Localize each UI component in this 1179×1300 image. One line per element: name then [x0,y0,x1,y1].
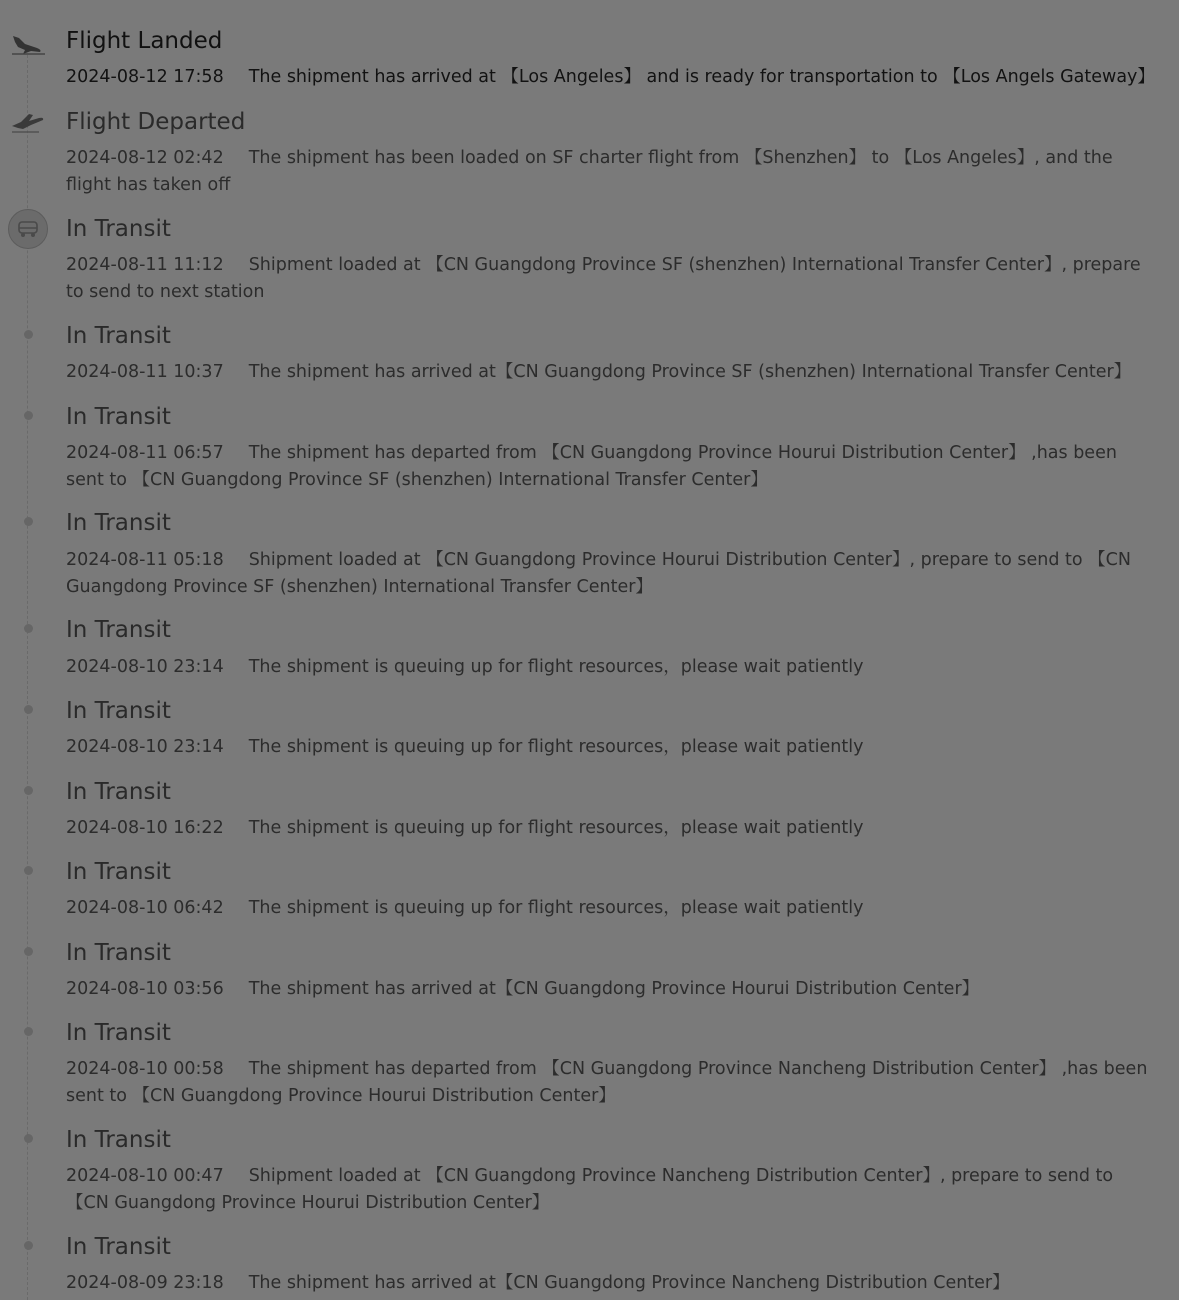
event-status: In Transit [66,1127,171,1153]
event-status: In Transit [66,216,171,242]
event-status: In Transit [66,1020,171,1046]
event-detail [66,815,1160,842]
timeline-dot-icon [0,704,56,714]
event-description: Shipment loaded at 【CN Guangdong Province Hourui Distribution Center】, prepare to send to 【CN Guangdong Province SF (shenzhen) International Transfer Center】 [66,550,1131,597]
event-detail [66,1163,1160,1216]
event-description: The shipment is queuing up for flight resources，please wait patiently [248,898,864,918]
plane-landing-icon [0,28,56,56]
event-description: The shipment has departed from 【CN Guangdong Province Hourui Distribution Center】 ,has been sent to 【CN Guangdong Province SF (shenzhen) International Transfer Center】 [66,443,1117,490]
event-time: 2024-08-11 06:57 [66,443,224,463]
event-time: 2024-08-10 03:56 [66,979,224,999]
truck-icon [0,209,56,249]
event-time: 2024-08-12 02:42 [66,148,224,168]
timeline-dot-icon [0,865,56,875]
event-description: The shipment has arrived at【CN Guangdong Province Hourui Distribution Center】 [248,979,980,999]
event-detail [66,1270,1160,1297]
timeline-dot-icon [0,410,56,420]
event-status: In Transit [66,698,171,724]
event-status: In Transit [66,510,171,536]
event-detail [66,252,1160,305]
event-description: Shipment loaded at 【CN Guangdong Province Nancheng Distribution Center】, prepare to send to 【CN Guangdong Province Hourui Distribution Center】 [66,1166,1114,1213]
event-description: The shipment has been loaded on SF charter flight from 【Shenzhen】 to 【Los Angeles】, and the flight has taken off [66,148,1113,195]
event-description: The shipment is queuing up for flight resources，please wait patiently [248,818,864,838]
event-time: 2024-08-10 23:14 [66,657,224,677]
plane-departure-icon [0,108,56,136]
event-detail [66,145,1160,198]
event-detail [66,976,1160,1003]
event-time: 2024-08-11 05:18 [66,550,224,570]
event-time: 2024-08-11 10:37 [66,362,224,382]
event-time: 2024-08-10 06:42 [66,898,224,918]
timeline-dot-icon [0,946,56,956]
event-time: 2024-08-10 23:14 [66,737,224,757]
event-detail [66,895,1160,922]
event-description: The shipment has arrived at【CN Guangdong Province Nancheng Distribution Center】 [248,1273,1010,1293]
event-time: 2024-08-10 16:22 [66,818,224,838]
timeline-dot-icon [0,1026,56,1036]
timeline-dot-icon [0,623,56,633]
event-time: 2024-08-12 17:58 [66,67,224,87]
event-description: Shipment loaded at 【CN Guangdong Province SF (shenzhen) International Transfer Center】, prepare to send to next station [66,255,1141,302]
event-description: The shipment has arrived at 【Los Angeles】 and is ready for transportation to 【Los Angels Gateway】 [248,67,1155,87]
event-detail [66,359,1160,386]
event-status: Flight Departed [66,109,246,135]
event-status: In Transit [66,779,171,805]
timeline-dot-icon [0,785,56,795]
event-status: Flight Landed [66,28,223,54]
timeline-dot-icon [0,516,56,526]
event-description: The shipment is queuing up for flight resources，please wait patiently [248,737,864,757]
event-detail [66,654,1160,681]
event-status: In Transit [66,617,171,643]
event-time: 2024-08-10 00:47 [66,1166,224,1186]
timeline-dot-icon [0,1133,56,1143]
event-status: In Transit [66,859,171,885]
event-status: In Transit [66,404,171,430]
event-detail [66,64,1160,91]
event-description: The shipment has departed from 【CN Guangdong Province Nancheng Distribution Center】 ,has been sent to 【CN Guangdong Province Hourui Distribution Center】 [66,1059,1148,1106]
event-time: 2024-08-10 00:58 [66,1059,224,1079]
event-time: 2024-08-11 11:12 [66,255,224,275]
event-time: 2024-08-09 23:18 [66,1273,224,1293]
event-detail [66,1056,1160,1109]
event-detail [66,734,1160,761]
event-description: The shipment has arrived at【CN Guangdong Province SF (shenzhen) International Transfer Center】 [248,362,1132,382]
timeline-dot-icon [0,329,56,339]
event-description: The shipment is queuing up for flight resources，please wait patiently [248,657,864,677]
event-status: In Transit [66,1234,171,1260]
event-status: In Transit [66,323,171,349]
timeline-dot-icon [0,1240,56,1250]
event-detail [66,440,1160,493]
event-status: In Transit [66,940,171,966]
event-detail [66,547,1160,600]
